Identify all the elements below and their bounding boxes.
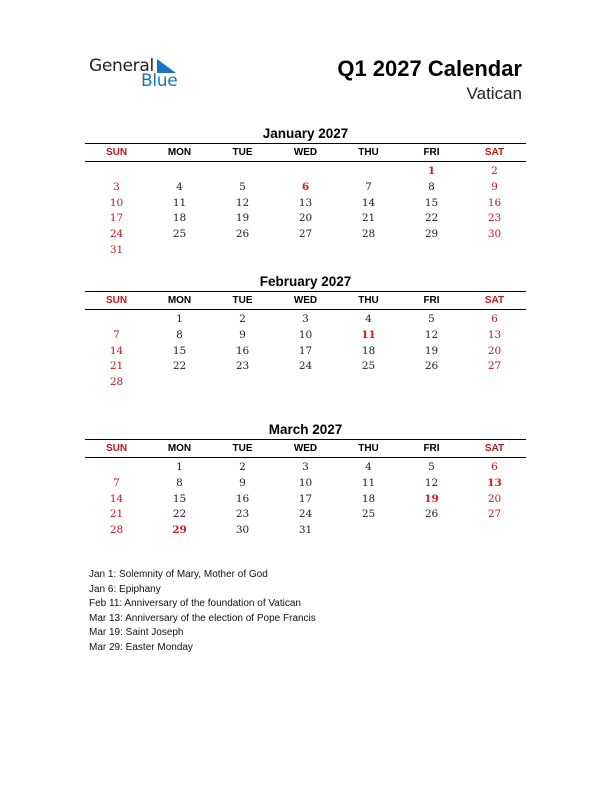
weekday-header: [85, 143, 526, 162]
day-cell: 15: [172, 492, 187, 505]
month-february: [85, 273, 526, 391]
day-cell: 2: [239, 461, 246, 473]
day-cell: 26: [424, 360, 439, 373]
empty-cell: [211, 164, 274, 180]
weekday-thu: THU: [358, 295, 379, 306]
month-title: January 2027: [262, 126, 349, 141]
day-cell: 1: [427, 165, 436, 177]
day-cell: 10: [109, 196, 124, 209]
weekday-sun: SUN: [105, 295, 128, 306]
day-cell: 14: [109, 344, 124, 357]
day-cell: 5: [428, 461, 435, 473]
day-cell: 9: [239, 476, 246, 489]
day-cell: 29: [424, 228, 439, 241]
day-cell: 13: [487, 328, 502, 341]
day-grid: [85, 312, 526, 391]
empty-cell: [337, 164, 400, 180]
month-title: February 2027: [259, 274, 352, 289]
holiday-note: Feb 11: Anniversary of the foundation of Vatican: [89, 598, 301, 609]
day-cell: 21: [361, 212, 376, 225]
holiday-list: [89, 568, 316, 655]
day-cell: 22: [172, 360, 187, 373]
day-cell: 16: [235, 344, 250, 357]
day-cell: 31: [298, 524, 313, 537]
day-cell: 6: [301, 180, 310, 193]
day-cell: 25: [172, 228, 187, 241]
weekday-fri: FRI: [423, 295, 440, 306]
day-cell: 21: [109, 508, 124, 521]
day-cell: 23: [235, 508, 250, 521]
weekday-wed: WED: [293, 443, 318, 454]
day-cell: 1: [176, 461, 183, 473]
weekday-thu: THU: [358, 443, 379, 454]
weekday-fri: FRI: [423, 443, 440, 454]
month-january: [85, 125, 526, 259]
day-cell: 27: [298, 228, 313, 241]
day-cell: 1: [176, 313, 183, 325]
day-cell: 23: [235, 360, 250, 373]
day-cell: 6: [491, 461, 498, 473]
holiday-note: Jan 6: Epiphany: [89, 583, 161, 595]
weekday-tue: TUE: [232, 295, 253, 306]
day-cell: 2: [239, 313, 246, 325]
day-cell: 14: [361, 196, 376, 209]
day-cell: 13: [487, 476, 502, 489]
day-cell: 2: [491, 165, 498, 177]
empty-cell: [274, 164, 337, 180]
day-cell: 14: [109, 492, 124, 505]
day-cell: 3: [302, 461, 309, 473]
empty-cell: [148, 164, 211, 180]
day-cell: 4: [176, 180, 183, 193]
day-grid: [85, 460, 526, 539]
weekday-header: [85, 439, 526, 458]
day-cell: 7: [113, 476, 120, 489]
weekday-sat: SAT: [484, 295, 505, 306]
day-cell: 28: [109, 376, 124, 389]
day-cell: 24: [298, 360, 313, 373]
weekday-fri: FRI: [423, 147, 440, 158]
day-cell: 9: [491, 180, 498, 193]
weekday-thu: THU: [358, 147, 379, 158]
day-cell: 18: [361, 492, 376, 505]
day-cell: 8: [428, 180, 435, 193]
day-cell: 5: [239, 180, 246, 193]
empty-cell: [85, 460, 148, 476]
day-cell: 23: [487, 212, 502, 225]
day-cell: 8: [176, 328, 183, 341]
day-cell: 16: [235, 492, 250, 505]
day-cell: 25: [361, 360, 376, 373]
day-cell: 24: [109, 228, 124, 241]
day-cell: 8: [176, 476, 183, 489]
weekday-sun: SUN: [105, 147, 128, 158]
day-cell: 3: [302, 313, 309, 325]
weekday-tue: TUE: [232, 443, 253, 454]
day-cell: 10: [298, 476, 313, 489]
day-cell: 6: [491, 313, 498, 325]
day-cell: 27: [487, 360, 502, 373]
day-cell: 30: [235, 524, 250, 537]
day-cell: 22: [424, 212, 439, 225]
holiday-note: Mar 29: Easter Monday: [89, 641, 193, 653]
day-cell: 12: [424, 328, 439, 341]
day-cell: 7: [365, 180, 372, 193]
day-cell: 26: [235, 228, 250, 241]
day-cell: 24: [298, 508, 313, 521]
day-cell: 29: [172, 524, 187, 537]
page-title: Q1 2027 Calendar: [337, 56, 522, 81]
country-name: Vatican: [466, 84, 522, 103]
day-cell: 20: [487, 344, 502, 357]
weekday-sat: SAT: [484, 443, 505, 454]
logo-text-general: General: [89, 56, 154, 76]
day-cell: 12: [424, 476, 439, 489]
day-cell: 28: [361, 228, 376, 241]
weekday-tue: TUE: [232, 147, 253, 158]
day-cell: 7: [113, 328, 120, 341]
weekday-wed: WED: [293, 147, 318, 158]
day-cell: 19: [424, 344, 439, 357]
day-cell: 28: [109, 524, 124, 537]
day-cell: 26: [424, 508, 439, 521]
day-cell: 27: [487, 508, 502, 521]
empty-cell: [85, 164, 148, 180]
day-cell: 16: [487, 196, 502, 209]
day-cell: 31: [109, 243, 124, 256]
day-cell: 11: [361, 328, 376, 341]
weekday-mon: MON: [167, 443, 192, 454]
day-cell: 9: [239, 328, 246, 341]
logo-text-blue: Blue: [141, 71, 178, 91]
empty-cell: [85, 312, 148, 328]
weekday-header: [85, 291, 526, 310]
day-cell: 25: [361, 508, 376, 521]
day-cell: 20: [298, 212, 313, 225]
day-cell: 11: [172, 196, 187, 209]
holiday-note: Jan 1: Solemnity of Mary, Mother of God: [89, 569, 268, 580]
day-cell: 11: [361, 476, 376, 489]
day-cell: 5: [428, 313, 435, 325]
day-cell: 4: [365, 313, 372, 325]
day-cell: 13: [298, 196, 313, 209]
day-cell: 17: [109, 212, 124, 225]
weekday-mon: MON: [167, 295, 192, 306]
day-cell: 22: [172, 508, 187, 521]
day-cell: 17: [298, 344, 313, 357]
holiday-note: Mar 19: Saint Joseph: [89, 627, 184, 638]
day-cell: 15: [424, 196, 439, 209]
weekday-sun: SUN: [105, 443, 128, 454]
month-march: [85, 421, 526, 539]
day-cell: 18: [172, 212, 187, 225]
day-cell: 19: [235, 212, 250, 225]
weekday-mon: MON: [167, 147, 192, 158]
day-cell: 3: [113, 180, 120, 193]
day-cell: 15: [172, 344, 187, 357]
day-cell: 30: [487, 228, 502, 241]
weekday-wed: WED: [293, 295, 318, 306]
day-cell: 4: [365, 461, 372, 473]
day-cell: 19: [424, 492, 439, 505]
weekday-sat: SAT: [484, 147, 505, 158]
day-cell: 20: [487, 492, 502, 505]
month-title: March 2027: [268, 422, 343, 437]
day-grid: [85, 164, 526, 259]
generalblue-logo: [89, 56, 189, 92]
day-cell: 12: [235, 196, 250, 209]
day-cell: 17: [298, 492, 313, 505]
day-cell: 21: [109, 360, 124, 373]
holiday-note: Mar 13: Anniversary of the election of Pope Francis: [89, 612, 316, 624]
day-cell: 18: [361, 344, 376, 357]
day-cell: 10: [298, 328, 313, 341]
